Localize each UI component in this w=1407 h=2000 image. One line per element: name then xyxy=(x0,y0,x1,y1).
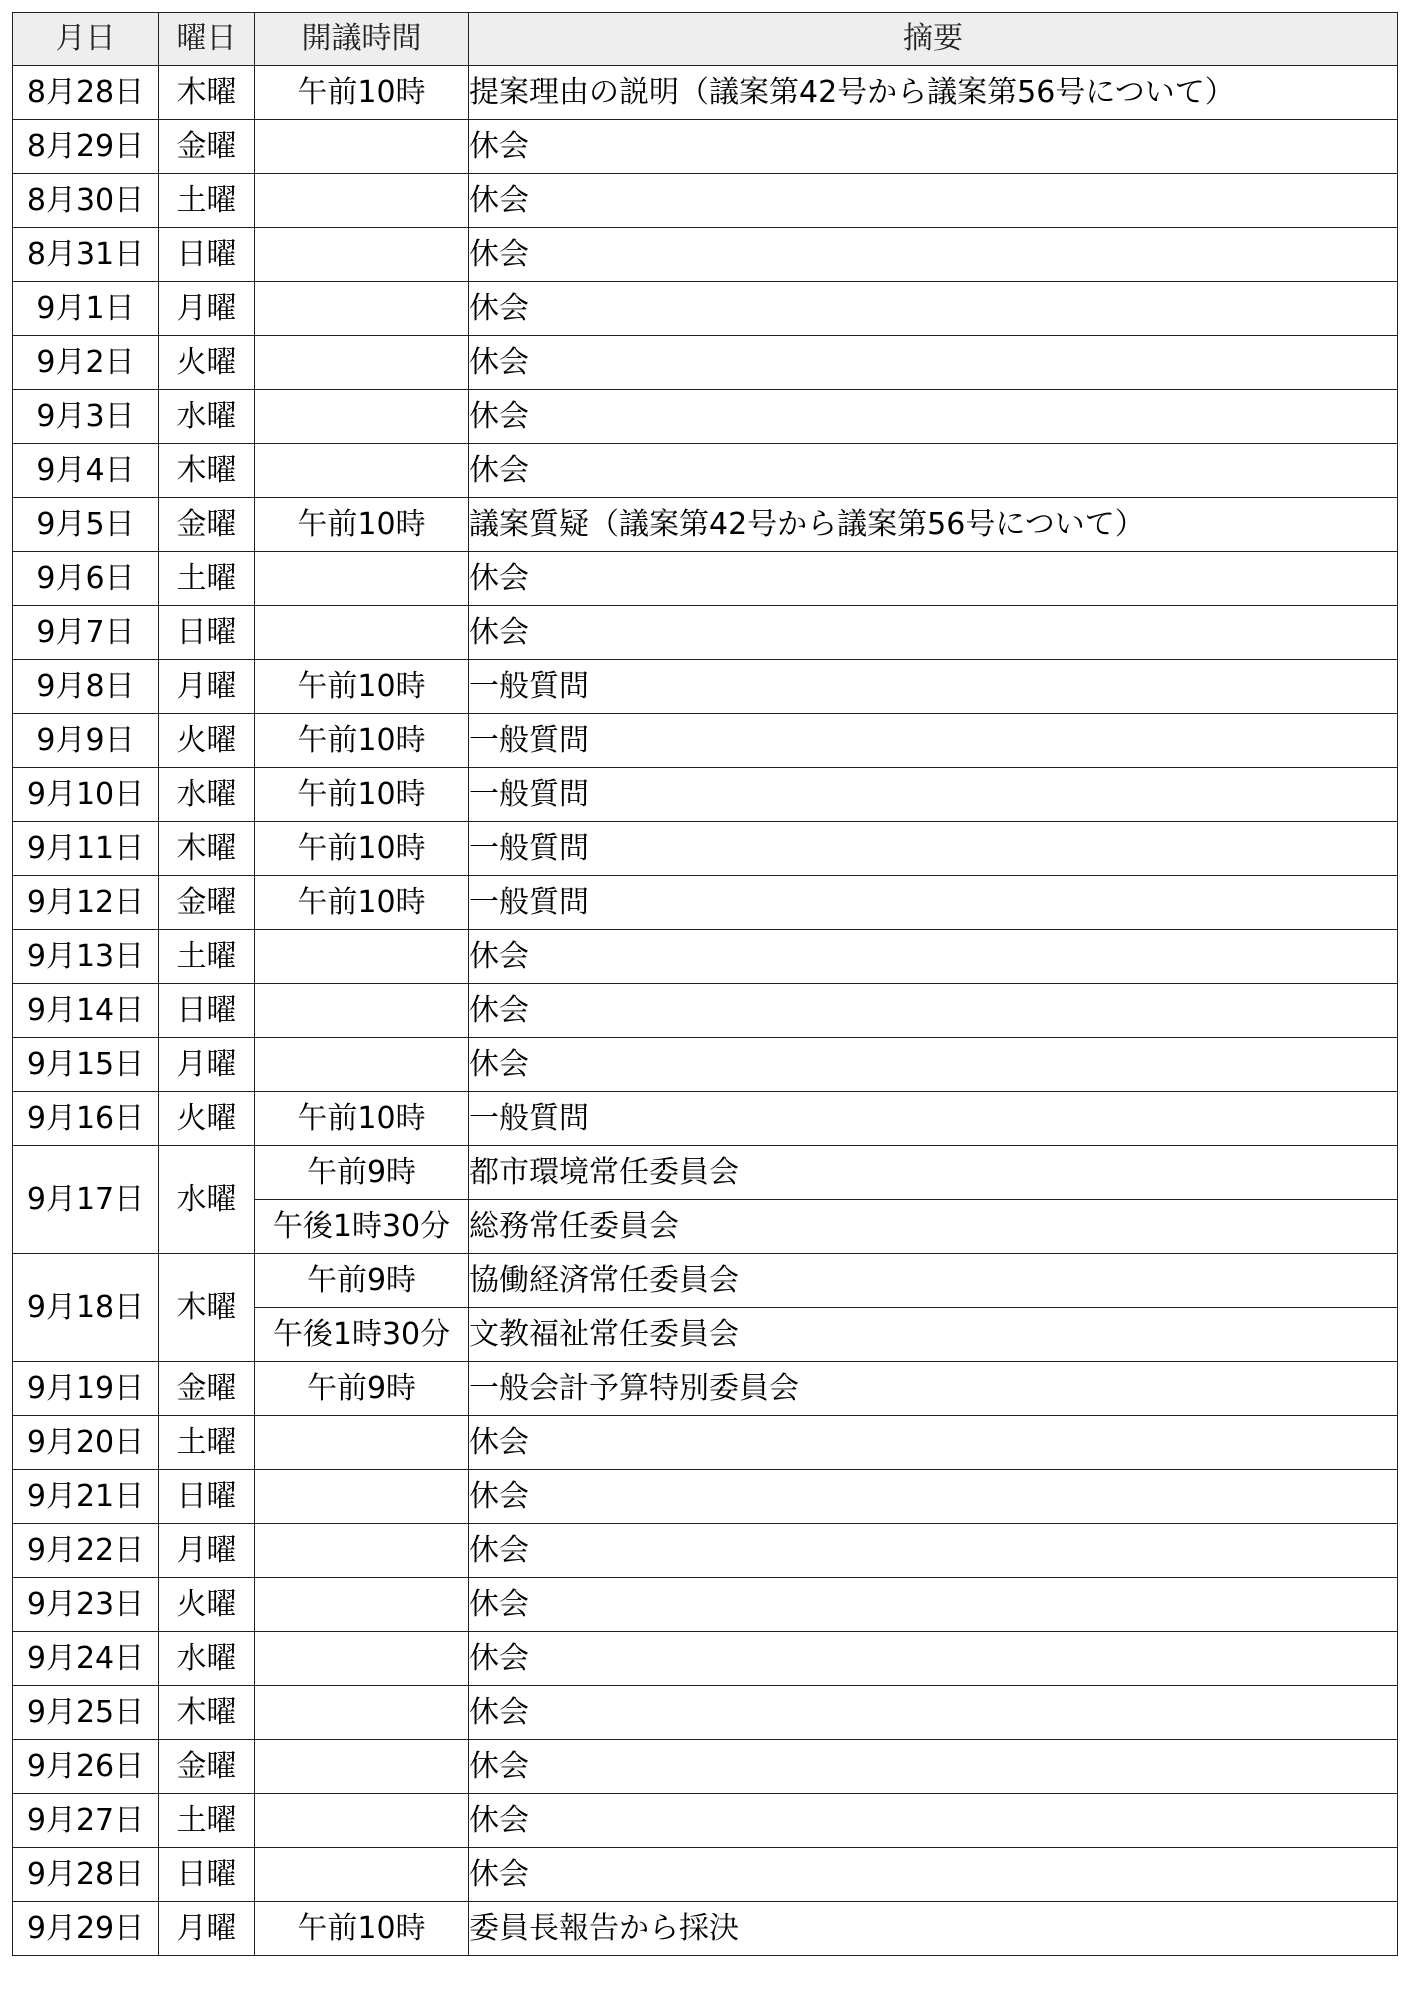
cell-summary: 休会 xyxy=(469,1038,1398,1092)
table-row xyxy=(13,930,1398,984)
cell-date: 9月4日 xyxy=(13,444,159,498)
cell-summary: 一般会計予算特別委員会 xyxy=(469,1362,1398,1416)
cell-start-time xyxy=(255,1038,469,1092)
cell-start-time: 午前10時 xyxy=(255,498,469,552)
table-row xyxy=(13,1524,1398,1578)
cell-summary: 休会 xyxy=(469,1470,1398,1524)
cell-day-of-week: 月曜 xyxy=(159,1524,255,1578)
cell-day-of-week: 火曜 xyxy=(159,714,255,768)
cell-date: 9月25日 xyxy=(13,1686,159,1740)
table-row xyxy=(13,984,1398,1038)
cell-start-time xyxy=(255,336,469,390)
cell-date: 8月31日 xyxy=(13,228,159,282)
cell-summary: 一般質問 xyxy=(469,768,1398,822)
cell-day-of-week: 金曜 xyxy=(159,498,255,552)
cell-day-of-week: 日曜 xyxy=(159,1848,255,1902)
cell-day-of-week: 金曜 xyxy=(159,876,255,930)
cell-date: 8月29日 xyxy=(13,120,159,174)
table-row xyxy=(13,390,1398,444)
cell-date: 9月12日 xyxy=(13,876,159,930)
cell-summary: 休会 xyxy=(469,1416,1398,1470)
cell-start-time: 午前9時 xyxy=(255,1362,469,1416)
cell-date: 9月2日 xyxy=(13,336,159,390)
cell-start-time: 午前10時 xyxy=(255,714,469,768)
cell-date: 8月28日 xyxy=(13,66,159,120)
cell-date: 8月30日 xyxy=(13,174,159,228)
table-row xyxy=(13,174,1398,228)
cell-start-time: 午前10時 xyxy=(255,66,469,120)
cell-summary: 休会 xyxy=(469,228,1398,282)
cell-start-time xyxy=(255,174,469,228)
cell-date: 9月17日 xyxy=(13,1146,159,1254)
cell-summary: 休会 xyxy=(469,1794,1398,1848)
cell-date: 9月19日 xyxy=(13,1362,159,1416)
table-row xyxy=(13,66,1398,120)
cell-day-of-week: 月曜 xyxy=(159,1038,255,1092)
cell-start-time xyxy=(255,1740,469,1794)
cell-summary: 協働経済常任委員会 xyxy=(469,1254,1398,1308)
cell-start-time: 午前10時 xyxy=(255,1902,469,1956)
cell-date: 9月27日 xyxy=(13,1794,159,1848)
cell-summary: 委員長報告から採決 xyxy=(469,1902,1398,1956)
table-row xyxy=(13,1254,1398,1308)
table-row xyxy=(13,228,1398,282)
cell-date: 9月29日 xyxy=(13,1902,159,1956)
cell-day-of-week: 木曜 xyxy=(159,66,255,120)
cell-date: 9月13日 xyxy=(13,930,159,984)
cell-summary: 提案理由の説明（議案第42号から議案第56号について） xyxy=(469,66,1398,120)
cell-start-time: 午前9時 xyxy=(255,1146,469,1200)
cell-start-time xyxy=(255,1470,469,1524)
cell-date: 9月10日 xyxy=(13,768,159,822)
cell-summary: 休会 xyxy=(469,1740,1398,1794)
cell-date: 9月6日 xyxy=(13,552,159,606)
table-row xyxy=(13,822,1398,876)
cell-summary: 休会 xyxy=(469,282,1398,336)
cell-date: 9月22日 xyxy=(13,1524,159,1578)
table-row xyxy=(13,714,1398,768)
cell-day-of-week: 木曜 xyxy=(159,822,255,876)
table-row xyxy=(13,1038,1398,1092)
table-row xyxy=(13,1848,1398,1902)
table-row xyxy=(13,1632,1398,1686)
table-row xyxy=(13,768,1398,822)
header-date: 月日 xyxy=(13,13,159,66)
cell-summary: 休会 xyxy=(469,390,1398,444)
cell-start-time: 午前10時 xyxy=(255,660,469,714)
cell-start-time xyxy=(255,282,469,336)
cell-day-of-week: 土曜 xyxy=(159,174,255,228)
cell-day-of-week: 土曜 xyxy=(159,552,255,606)
table-row xyxy=(13,1092,1398,1146)
cell-date: 9月1日 xyxy=(13,282,159,336)
cell-date: 9月8日 xyxy=(13,660,159,714)
cell-date: 9月26日 xyxy=(13,1740,159,1794)
cell-date: 9月23日 xyxy=(13,1578,159,1632)
cell-summary: 休会 xyxy=(469,984,1398,1038)
cell-start-time xyxy=(255,1632,469,1686)
cell-date: 9月20日 xyxy=(13,1416,159,1470)
cell-day-of-week: 月曜 xyxy=(159,1902,255,1956)
table-row xyxy=(13,1578,1398,1632)
cell-start-time: 午前10時 xyxy=(255,876,469,930)
cell-start-time xyxy=(255,552,469,606)
cell-day-of-week: 火曜 xyxy=(159,336,255,390)
cell-start-time xyxy=(255,1578,469,1632)
cell-summary: 休会 xyxy=(469,606,1398,660)
cell-summary: 休会 xyxy=(469,174,1398,228)
cell-date: 9月7日 xyxy=(13,606,159,660)
cell-summary: 休会 xyxy=(469,120,1398,174)
cell-day-of-week: 日曜 xyxy=(159,984,255,1038)
cell-start-time xyxy=(255,1794,469,1848)
cell-date: 9月16日 xyxy=(13,1092,159,1146)
table-row xyxy=(13,282,1398,336)
cell-summary: 総務常任委員会 xyxy=(469,1200,1398,1254)
header-row xyxy=(13,13,1398,66)
table-row xyxy=(13,120,1398,174)
cell-summary: 休会 xyxy=(469,930,1398,984)
cell-day-of-week: 月曜 xyxy=(159,660,255,714)
table-row xyxy=(13,336,1398,390)
cell-summary: 休会 xyxy=(469,1632,1398,1686)
table-row xyxy=(13,876,1398,930)
cell-date: 9月21日 xyxy=(13,1470,159,1524)
table-row xyxy=(13,1740,1398,1794)
cell-day-of-week: 日曜 xyxy=(159,228,255,282)
cell-day-of-week: 火曜 xyxy=(159,1578,255,1632)
cell-day-of-week: 水曜 xyxy=(159,1146,255,1254)
cell-date: 9月9日 xyxy=(13,714,159,768)
header-day-of-week: 曜日 xyxy=(159,13,255,66)
cell-summary: 休会 xyxy=(469,1578,1398,1632)
cell-date: 9月5日 xyxy=(13,498,159,552)
cell-date: 9月3日 xyxy=(13,390,159,444)
cell-day-of-week: 月曜 xyxy=(159,282,255,336)
cell-date: 9月28日 xyxy=(13,1848,159,1902)
cell-date: 9月24日 xyxy=(13,1632,159,1686)
table-row xyxy=(13,606,1398,660)
header-start-time: 開議時間 xyxy=(255,13,469,66)
cell-date: 9月18日 xyxy=(13,1254,159,1362)
cell-day-of-week: 木曜 xyxy=(159,1254,255,1362)
cell-summary: 一般質問 xyxy=(469,1092,1398,1146)
cell-summary: 文教福祉常任委員会 xyxy=(469,1308,1398,1362)
table-row xyxy=(13,1416,1398,1470)
cell-summary: 休会 xyxy=(469,1848,1398,1902)
table-row xyxy=(13,1470,1398,1524)
cell-summary: 一般質問 xyxy=(469,876,1398,930)
cell-date: 9月11日 xyxy=(13,822,159,876)
cell-day-of-week: 火曜 xyxy=(159,1092,255,1146)
cell-day-of-week: 金曜 xyxy=(159,1740,255,1794)
cell-summary: 都市環境常任委員会 xyxy=(469,1146,1398,1200)
cell-day-of-week: 日曜 xyxy=(159,606,255,660)
table-row xyxy=(13,1686,1398,1740)
session-schedule-table xyxy=(12,12,1398,1956)
cell-summary: 議案質疑（議案第42号から議案第56号について） xyxy=(469,498,1398,552)
cell-day-of-week: 木曜 xyxy=(159,1686,255,1740)
cell-start-time: 午前9時 xyxy=(255,1254,469,1308)
cell-summary: 休会 xyxy=(469,1686,1398,1740)
cell-start-time xyxy=(255,606,469,660)
cell-day-of-week: 水曜 xyxy=(159,768,255,822)
table-body xyxy=(13,66,1398,1956)
cell-summary: 一般質問 xyxy=(469,822,1398,876)
cell-start-time: 午前10時 xyxy=(255,768,469,822)
cell-start-time: 午後1時30分 xyxy=(255,1200,469,1254)
header-summary: 摘要 xyxy=(469,13,1398,66)
table-row xyxy=(13,1794,1398,1848)
cell-summary: 休会 xyxy=(469,444,1398,498)
cell-day-of-week: 土曜 xyxy=(159,1794,255,1848)
cell-start-time xyxy=(255,120,469,174)
cell-summary: 一般質問 xyxy=(469,714,1398,768)
table-row xyxy=(13,498,1398,552)
cell-start-time xyxy=(255,930,469,984)
cell-summary: 一般質問 xyxy=(469,660,1398,714)
cell-start-time xyxy=(255,390,469,444)
table-row xyxy=(13,660,1398,714)
table-row xyxy=(13,552,1398,606)
cell-summary: 休会 xyxy=(469,552,1398,606)
cell-start-time: 午後1時30分 xyxy=(255,1308,469,1362)
cell-date: 9月15日 xyxy=(13,1038,159,1092)
cell-date: 9月14日 xyxy=(13,984,159,1038)
cell-day-of-week: 水曜 xyxy=(159,390,255,444)
table-row xyxy=(13,1146,1398,1200)
cell-start-time xyxy=(255,228,469,282)
cell-day-of-week: 金曜 xyxy=(159,120,255,174)
cell-start-time xyxy=(255,984,469,1038)
cell-day-of-week: 木曜 xyxy=(159,444,255,498)
cell-day-of-week: 金曜 xyxy=(159,1362,255,1416)
cell-start-time: 午前10時 xyxy=(255,822,469,876)
table-row xyxy=(13,444,1398,498)
cell-start-time xyxy=(255,1848,469,1902)
cell-summary: 休会 xyxy=(469,336,1398,390)
cell-day-of-week: 日曜 xyxy=(159,1470,255,1524)
cell-start-time xyxy=(255,1524,469,1578)
cell-day-of-week: 土曜 xyxy=(159,930,255,984)
cell-day-of-week: 土曜 xyxy=(159,1416,255,1470)
table-row xyxy=(13,1902,1398,1956)
cell-start-time xyxy=(255,444,469,498)
cell-start-time xyxy=(255,1416,469,1470)
table-header xyxy=(13,13,1398,66)
cell-day-of-week: 水曜 xyxy=(159,1632,255,1686)
table-row xyxy=(13,1362,1398,1416)
cell-summary: 休会 xyxy=(469,1524,1398,1578)
cell-start-time xyxy=(255,1686,469,1740)
cell-start-time: 午前10時 xyxy=(255,1092,469,1146)
